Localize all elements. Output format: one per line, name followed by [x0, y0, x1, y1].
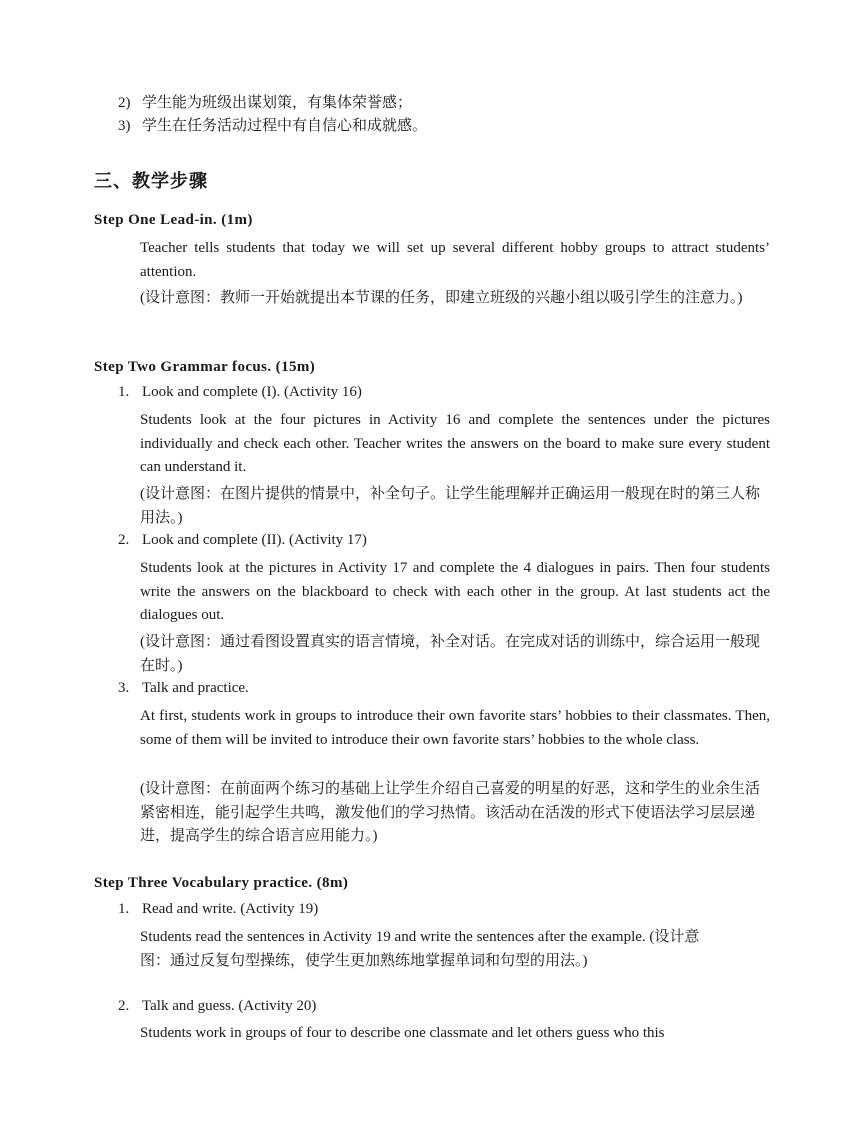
objective-item — [118, 92, 412, 115]
objective-number: 3) — [118, 118, 131, 134]
item-number: 1. — [118, 384, 130, 400]
step-two-item-heading — [118, 532, 367, 549]
item-number: 1. — [118, 901, 130, 917]
step-two-item-text: Students look at the four pictures in Activity 16 and complete the sentences under the pictures individually and check each other. Teacher writes the answers on the board to make sure every student can understand it. — [140, 412, 770, 475]
step-two-item-note: (设计意图：在前面两个练习的基础上让学生介绍自己喜爱的明星的好恶，这和学生的业余生活紧密相连，能引起学生共鸣，激发他们的学习热情。该活动在活泼的形式下使语法学习层层递进，提高学生的综合语言应用能力。) — [140, 781, 760, 844]
step-two-item-text: At first, students work in groups to introduce their own favorite stars’ hobbies to their classmates. Then, some of them will be invited to introduce their own favorite stars’ hobbies to the whole class. — [140, 708, 770, 748]
item-number: 2. — [118, 532, 130, 548]
step-three-title: Step Three Vocabulary practice. (8m) — [94, 875, 349, 891]
step-two-item-text: Students look at the pictures in Activity 17 and complete the 4 dialogues in pairs. Then four students write the answers on the blackboard to check with each other in the group. At last students act the dialogues out. — [140, 560, 770, 623]
step-three-item-text: Students read the sentences in Activity 19 and write the sentences after the example. (设计意图：通过反复句型操练，使学生更加熟练地掌握单词和句型的用法。) — [140, 929, 700, 969]
item-number: 2. — [118, 998, 130, 1014]
item-heading: Look and complete (II). (Activity 17) — [142, 532, 367, 548]
step-one-title: Step One Lead-in. (1m) — [94, 212, 253, 228]
step-two-item-heading — [118, 384, 362, 401]
step-two-item-heading — [118, 680, 249, 697]
objective-text: 学生能为班级出谋划策，有集体荣誉感； — [142, 95, 413, 111]
item-heading: Talk and guess. (Activity 20) — [142, 998, 317, 1014]
objective-text: 学生在任务活动过程中有自信心和成就感。 — [142, 118, 428, 134]
step-two-item-note: (设计意图：在图片提供的情景中，补全句子。让学生能理解并正确运用一般现在时的第三人称用法。) — [140, 486, 760, 526]
section-title: 三、教学步骤 — [94, 171, 208, 192]
step-three-item-text: Students work in groups of four to describe one classmate and let others guess who this — [140, 1025, 665, 1041]
step-three-item-heading — [118, 998, 316, 1015]
step-one-note: (设计意图：教师一开始就提出本节课的任务，即建立班级的兴趣小组以吸引学生的注意力。) — [140, 290, 743, 306]
item-number: 3. — [118, 680, 130, 696]
item-heading: Look and complete (I). (Activity 16) — [142, 384, 362, 400]
objective-number: 2) — [118, 95, 131, 111]
step-three-item-heading — [118, 901, 318, 918]
objective-item — [118, 115, 427, 138]
item-heading: Read and write. (Activity 19) — [142, 901, 319, 917]
item-heading: Talk and practice. — [142, 680, 249, 696]
step-one-text: Teacher tells students that today we will set up several different hobby groups to attract students’ attention. — [140, 240, 770, 280]
step-two-item-note: (设计意图：通过看图设置真实的语言情境，补全对话。在完成对话的训练中，综合运用一般现在时。) — [140, 634, 760, 674]
step-two-title: Step Two Grammar focus. (15m) — [94, 359, 316, 375]
